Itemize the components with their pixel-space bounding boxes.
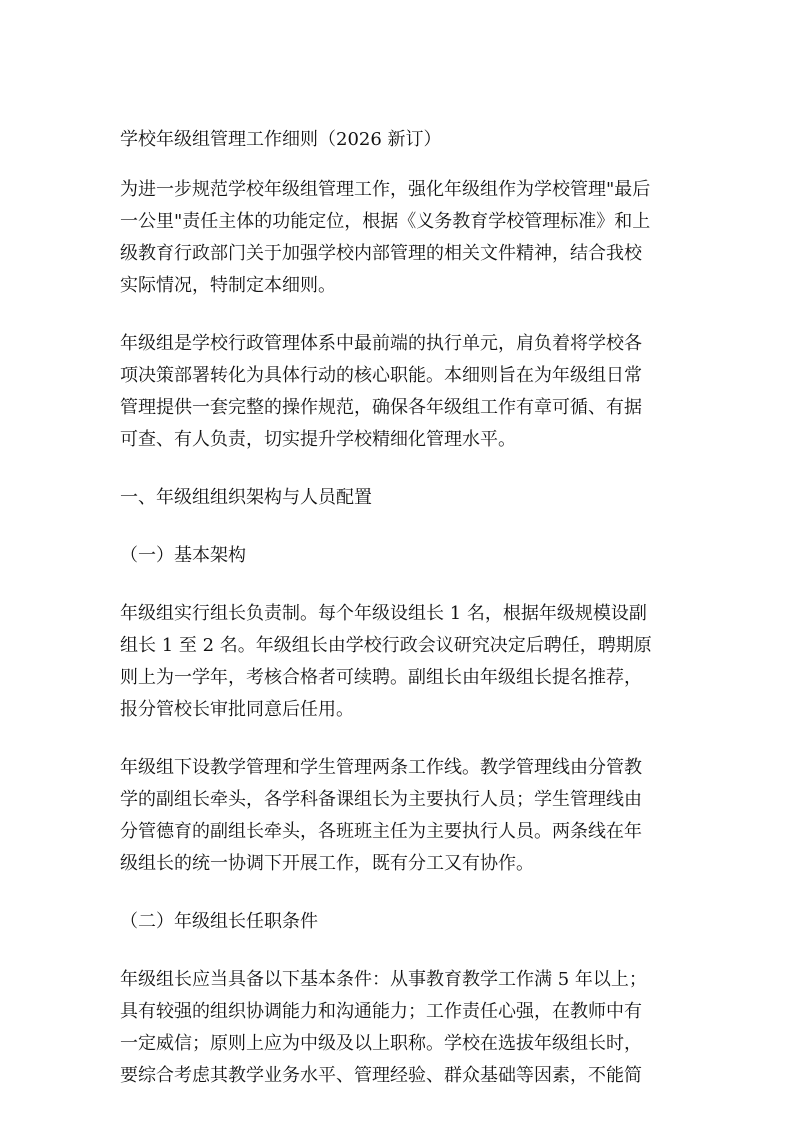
subsection-2-heading: （二）年级组长任职条件 bbox=[120, 911, 318, 932]
text-line: 管理提供一套完整的操作规范，确保各年级组工作有章可循、有据 bbox=[120, 397, 642, 418]
text-line: 一定威信；原则上应为中级及以上职称。学校在选拔年级组长时， bbox=[120, 1033, 642, 1054]
subsection-2-paragraph-1 bbox=[120, 964, 680, 1092]
text-line: 为进一步规范学校年级组管理工作，强化年级组作为学校管理"最后 bbox=[120, 179, 651, 200]
text-line: 则上为一学年，考核合格者可续聘。副组长由年级组长提名推荐， bbox=[120, 667, 642, 688]
text-line: 年级组长应当具备以下基本条件：从事教育教学工作满 5 年以上； bbox=[120, 969, 647, 990]
text-line: 项决策部署转化为具体行动的核心职能。本细则旨在为年级组日常 bbox=[120, 365, 642, 386]
text-line: 学的副组长牵头，各学科备课组长为主要执行人员；学生管理线由 bbox=[120, 789, 642, 810]
text-line: 要综合考虑其教学业务水平、管理经验、群众基础等因素，不能简 bbox=[120, 1065, 642, 1086]
text-line: 实际情况，特制定本细则。 bbox=[120, 275, 336, 296]
document-body bbox=[120, 124, 680, 1118]
text-line: 分管德育的副组长牵头，各班班主任为主要执行人员。两条线在年 bbox=[120, 821, 642, 842]
text-line: 年级组实行组长负责制。每个年级设组长 1 名，根据年级规模设副 bbox=[120, 603, 647, 624]
text-line: 年级组下设教学管理和学生管理两条工作线。教学管理线由分管教 bbox=[120, 757, 642, 778]
text-line: 可查、有人负责，切实提升学校精细化管理水平。 bbox=[120, 429, 516, 450]
text-line: 级教育行政部门关于加强学校内部管理的相关文件精神，结合我校 bbox=[120, 243, 642, 264]
subsection-1-paragraph-2 bbox=[120, 752, 680, 880]
text-line: 级组长的统一协调下开展工作，既有分工又有协作。 bbox=[120, 853, 534, 874]
section-1-heading: 一、年级组组织架构与人员配置 bbox=[120, 487, 372, 508]
text-line: 报分管校长审批同意后任用。 bbox=[120, 699, 354, 720]
intro-paragraph-1 bbox=[120, 174, 680, 302]
intro-paragraph-2 bbox=[120, 328, 680, 456]
subsection-1-heading: （一）基本架构 bbox=[120, 545, 246, 566]
text-line: 具有较强的组织协调能力和沟通能力；工作责任心强，在教师中有 bbox=[120, 1001, 642, 1022]
text-line: 组长 1 至 2 名。年级组长由学校行政会议研究决定后聘任，聘期原 bbox=[120, 635, 652, 656]
document-title: 学校年级组管理工作细则（2026 新订） bbox=[120, 129, 442, 150]
text-line: 年级组是学校行政管理体系中最前端的执行单元，肩负着将学校各 bbox=[120, 333, 642, 354]
subsection-1-paragraph-1 bbox=[120, 598, 680, 726]
text-line: 一公里"责任主体的功能定位，根据《义务教育学校管理标准》和上 bbox=[120, 211, 651, 232]
